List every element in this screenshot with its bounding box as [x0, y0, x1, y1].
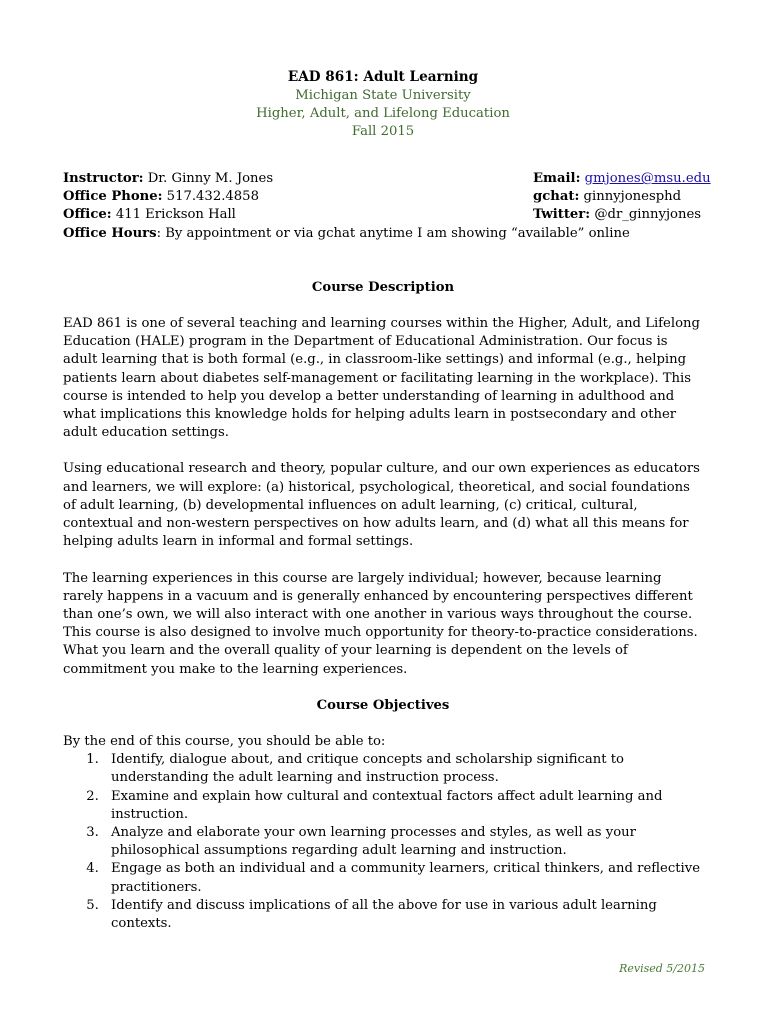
objective-item: 4. Engage as both an individual and a community learners, critical thinkers, and reflective practitioners.: [103, 860, 703, 896]
twitter-label: Twitter:: [533, 207, 591, 223]
instructor-value: Dr. Ginny M. Jones: [143, 171, 274, 187]
course-description-heading: Course Description: [311, 279, 455, 295]
twitter-line: [533, 206, 703, 224]
objective-item: 2. Examine and explain how cultural and contextual factors affect adult learning and instruction.: [103, 788, 703, 824]
objective-item: 5. Identify and discuss implications of all the above for use in various adult learning contexts.: [103, 897, 703, 933]
email-line: [533, 170, 711, 188]
description-paragraph-3: The learning experiences in this course are largely individual; however, because learning rarely happens in a vacuum and is generally enhanced by encountering perspectives different than one’s own, we will also interact with one another in various ways throughout the course. This course is also designed to involve much opportunity for theory-to-practice considerations. What you learn and the overall quality of your learning is dependent on the levels of commitment you make to the learning experiences.: [63, 570, 698, 677]
syllabus-page: [63, 68, 711, 933]
contact-info: [63, 170, 711, 243]
office-phone-line: [63, 188, 259, 206]
objectives-list: [63, 751, 703, 933]
university-name: Michigan State University: [295, 87, 471, 103]
email-label: Email:: [533, 171, 581, 187]
objective-item: 3. Analyze and elaborate your own learning processes and styles, as well as your philosophical assumptions regarding adult learning and instruction.: [103, 824, 703, 860]
objectives-intro: By the end of this course, you should be able to:: [63, 733, 386, 749]
office-label: Office:: [63, 207, 112, 223]
office-hours-label: Office Hours: [63, 225, 157, 241]
office-line: [63, 206, 236, 224]
gchat-line: [533, 188, 703, 206]
objective-item: 1. Identify, dialogue about, and critique concepts and scholarship significant to understanding the adult learning and instruction process.: [103, 751, 703, 787]
revision-note: Revised 5/2015: [619, 962, 705, 975]
course-objectives-heading: Course Objectives: [316, 697, 450, 713]
office-hours-line: [63, 225, 630, 243]
instructor-label: Instructor:: [63, 171, 144, 187]
course-title: EAD 861: Adult Learning: [287, 69, 479, 85]
office-hours-value: : By appointment or via gchat anytime I am showing “available” online: [156, 225, 630, 241]
description-paragraph-1: EAD 861 is one of several teaching and learning courses within the Higher, Adult, and Lifelong Education (HALE) program in the Department of Educational Administration. Our focus is adult learning that is both formal (e.g., in classroom-like settings) and informal (e.g., helping patients learn about diabetes self-management or facilitating learning in the workplace). This course is intended to help you develop a better understanding of learning in adulthood and what implications this knowledge holds for helping adults learn in postsecondary and other adult education settings.: [63, 316, 700, 441]
office-value: 411 Erickson Hall: [111, 207, 236, 223]
office-phone-value: 517.432.4858: [162, 189, 259, 205]
program-name: Higher, Adult, and Lifelong Education: [256, 105, 510, 121]
gchat-value: ginnyjonesphd: [579, 189, 682, 205]
description-paragraph-2: Using educational research and theory, popular culture, and our own experiences as educators and learners, we will explore: (a) historical, psychological, theoretical, and social foundations of adult learning, (b) developmental influences on adult learning, (c) critical, cultural, contextual and non-western perspectives on how adults learn, and (d) what all this means for helping adults learn in informal and formal settings.: [63, 461, 700, 550]
term: Fall 2015: [351, 123, 415, 139]
instructor-line: [63, 170, 273, 188]
office-phone-label: Office Phone:: [63, 189, 163, 205]
gchat-label: gchat:: [533, 189, 580, 205]
twitter-value: @dr_ginnyjones: [590, 207, 702, 223]
email-link[interactable]: gmjones@msu.edu: [584, 171, 711, 187]
document-header: [63, 68, 703, 141]
